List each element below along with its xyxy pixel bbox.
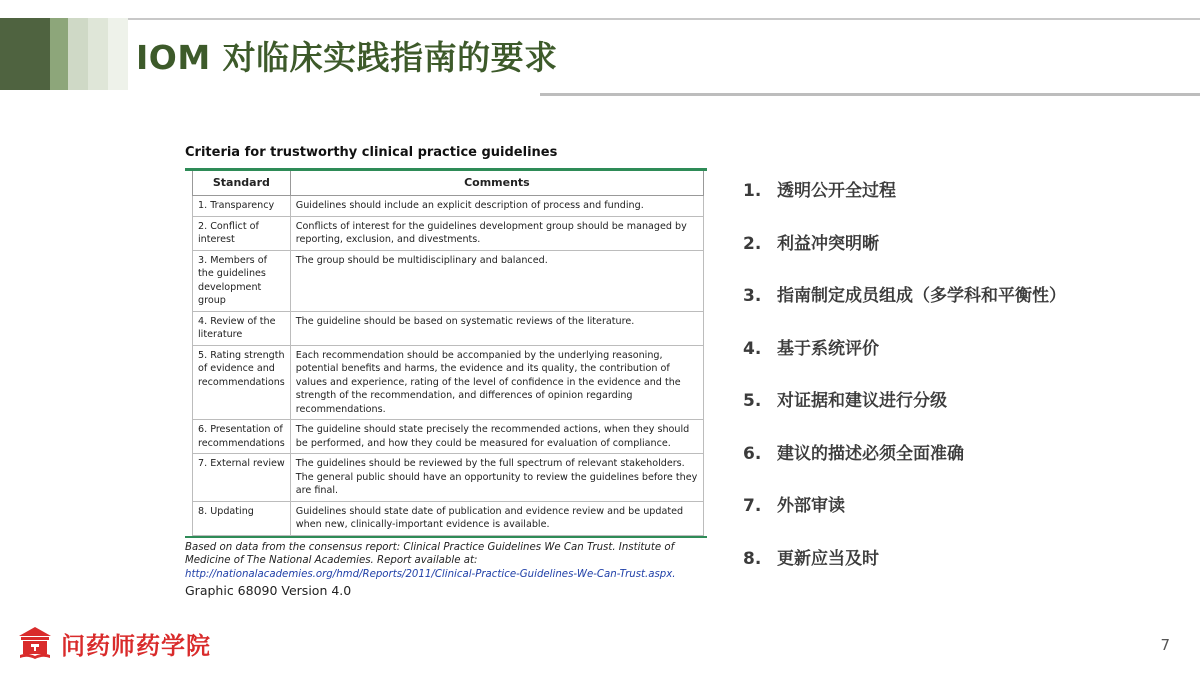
standard-cell: 1. Transparency bbox=[193, 196, 291, 217]
standard-cell: 8. Updating bbox=[193, 501, 291, 535]
table-row bbox=[193, 250, 704, 311]
table-row bbox=[193, 345, 704, 420]
source-note bbox=[185, 541, 707, 582]
table-row bbox=[193, 196, 704, 217]
standard-cell: 3. Members of the guidelines development group bbox=[193, 250, 291, 311]
item-number: 8. bbox=[743, 548, 762, 569]
list-item bbox=[743, 544, 1066, 597]
standard-cell: 6. Presentation of recommendations bbox=[193, 420, 291, 454]
standard-cell: 2. Conflict of interest bbox=[193, 216, 291, 250]
comment-cell: The group should be multidisciplinary and balanced. bbox=[290, 250, 703, 311]
comment-cell: The guideline should be based on systematic reviews of the literature. bbox=[290, 311, 703, 345]
item-text: 更新应当及时 bbox=[777, 548, 879, 569]
header-bottom-rule bbox=[540, 93, 1200, 96]
item-text: 透明公开全过程 bbox=[777, 181, 896, 201]
item-text: 利益冲突明晰 bbox=[777, 233, 879, 254]
column-header-comments: Comments bbox=[290, 171, 703, 196]
header-decoration bbox=[0, 18, 128, 90]
source-note-text: Based on data from the consensus report: Clinical Practice Guidelines We Can Trust. Institute of Medicine of The National Academies. Report available at: bbox=[185, 541, 675, 566]
item-number: 5. bbox=[743, 391, 762, 411]
standard-cell: 7. External review bbox=[193, 454, 291, 502]
criteria-figure bbox=[185, 145, 707, 598]
list-item bbox=[743, 386, 1066, 439]
table-row bbox=[193, 216, 704, 250]
item-number: 6. bbox=[743, 443, 762, 464]
comment-cell: Guidelines should state date of publication and evidence review and be updated when new, clinically-important evidence is available. bbox=[290, 501, 703, 535]
item-text: 对证据和建议进行分级 bbox=[777, 391, 947, 411]
table-row bbox=[193, 311, 704, 345]
page-number: 7 bbox=[1160, 636, 1170, 654]
list-item bbox=[743, 176, 1066, 229]
comment-cell: Conflicts of interest for the guidelines development group should be managed by reporting, exclusion, and divestments. bbox=[290, 216, 703, 250]
figure-title: Criteria for trustworthy clinical practice guidelines bbox=[185, 145, 558, 160]
item-text: 外部审读 bbox=[777, 496, 845, 516]
item-number: 3. bbox=[743, 286, 762, 306]
comment-cell: Each recommendation should be accompanied by the underlying reasoning, potential benefits and harms, the evidence and its quality, the contribution of values and experience, rating of the level of confidence in the evidence and the strength of the recommendation, and differences of opinion regarding recommendations. bbox=[290, 345, 703, 420]
item-number: 4. bbox=[743, 338, 762, 359]
item-text: 基于系统评价 bbox=[777, 338, 879, 359]
list-item bbox=[743, 439, 1066, 492]
item-number: 1. bbox=[743, 181, 762, 201]
list-item bbox=[743, 281, 1066, 334]
comment-cell: Guidelines should include an explicit description of process and funding. bbox=[290, 196, 703, 217]
standard-cell: 5. Rating strength of evidence and recommendations bbox=[193, 345, 291, 420]
academy-logo-icon bbox=[17, 625, 53, 661]
table-row bbox=[193, 420, 704, 454]
comment-cell: The guideline should state precisely the recommended actions, when they should be performed, and how they could be measured for evaluation of compliance. bbox=[290, 420, 703, 454]
criteria-table bbox=[192, 171, 704, 536]
item-text: 指南制定成员组成（多学科和平衡性） bbox=[777, 286, 1066, 306]
list-item bbox=[743, 491, 1066, 544]
list-item bbox=[743, 334, 1066, 387]
slide-title: IOM 对临床实践指南的要求 bbox=[136, 38, 558, 77]
column-header-standard: Standard bbox=[193, 171, 291, 196]
brand-logo bbox=[17, 623, 211, 663]
graphic-id: Graphic 68090 Version 4.0 bbox=[185, 583, 352, 598]
comment-cell: The guidelines should be reviewed by the full spectrum of relevant stakeholders. The general public should have an opportunity to review the guidelines before they are final. bbox=[290, 454, 703, 502]
table-row bbox=[193, 454, 704, 502]
requirements-list bbox=[743, 176, 1066, 596]
standard-cell: 4. Review of the literature bbox=[193, 311, 291, 345]
figure-bottom-rule bbox=[185, 536, 707, 538]
source-link[interactable]: http://nationalacademies.org/hmd/Reports/2011/Clinical-Practice-Guidelines-We-Can-Trust.aspx. bbox=[185, 568, 676, 580]
item-number: 2. bbox=[743, 233, 762, 254]
header-top-rule bbox=[128, 18, 1200, 20]
item-text: 建议的描述必须全面准确 bbox=[777, 443, 964, 464]
item-number: 7. bbox=[743, 496, 762, 516]
table-row bbox=[193, 501, 704, 535]
list-item bbox=[743, 229, 1066, 282]
logo-text: 问药师药学院 bbox=[61, 631, 211, 660]
